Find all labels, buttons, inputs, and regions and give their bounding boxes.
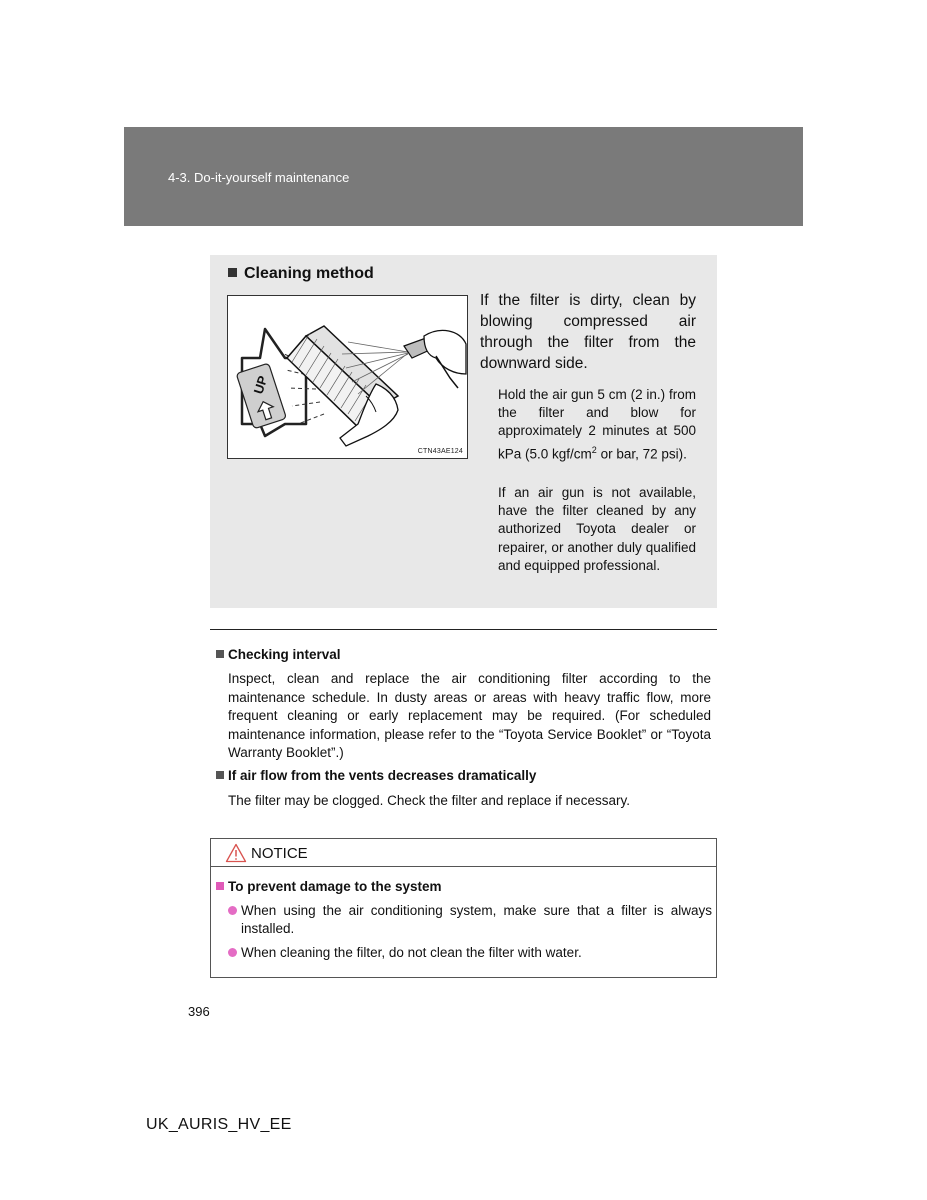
- air-flow-title: If air flow from the vents decreases dramatically: [228, 768, 537, 783]
- square-bullet-icon: [216, 771, 224, 779]
- section-header-band: [124, 127, 803, 226]
- cleaning-method-box: [210, 255, 717, 608]
- air-gun-instructions: [498, 386, 696, 463]
- notice-bullet-text: When using the air conditioning system, make sure that a filter is always installed.: [241, 903, 712, 937]
- notice-bullet: [228, 944, 712, 962]
- document-code: UK_AURIS_HV_EE: [146, 1116, 292, 1133]
- notice-subheading-text: To prevent damage to the system: [228, 879, 442, 894]
- filter-cleaning-illustration: [227, 295, 468, 459]
- superscript-two: 2: [591, 444, 597, 455]
- square-bullet-icon: [228, 268, 237, 277]
- warning-triangle-icon: [225, 843, 247, 863]
- pink-dot-icon: [228, 906, 237, 915]
- section-title: 4-3. Do-it-yourself maintenance: [168, 170, 350, 185]
- checking-interval-title: Checking interval: [228, 647, 341, 662]
- checking-interval-heading: [216, 647, 341, 662]
- cleaning-lead-text: If the filter is dirty, clean by blowing compressed air through the filter from the downward side.: [480, 292, 696, 372]
- notice-box: [210, 838, 717, 978]
- cleaning-method-title: Cleaning method: [244, 265, 374, 282]
- notice-bullet-text: When cleaning the filter, do not clean the filter with water.: [241, 945, 582, 960]
- pink-dot-icon: [228, 948, 237, 957]
- checking-interval-body: Inspect, clean and replace the air conditioning filter according to the maintenance schedule. In dusty areas or areas with heavy traffic flow, more frequent cleaning or early replacement may be required. (For scheduled maintenance information, please refer to the “Toyota Service Booklet” or “Toyota Warranty Booklet”.): [228, 671, 711, 760]
- air-flow-heading: [216, 768, 536, 783]
- air-flow-body: The filter may be clogged. Check the filter and replace if necessary.: [228, 793, 630, 808]
- figure-code: CTN43AE124: [417, 448, 463, 455]
- notice-header: [211, 839, 716, 867]
- dealer-cleaning-note: If an air gun is not available, have the filter cleaned by any authorized Toyota dealer or repairer, or another duly qualified and equipped professional.: [498, 485, 696, 573]
- notice-subheading: [216, 879, 442, 894]
- square-bullet-icon: [216, 650, 224, 658]
- air-gun-filter-drawing: [228, 296, 468, 459]
- air-gun-instructions-part-2: or bar, 72 psi).: [596, 446, 687, 462]
- notice-bullet: [228, 902, 712, 939]
- page-number: 396: [188, 1004, 210, 1019]
- notice-label: NOTICE: [251, 845, 308, 862]
- section-divider: [210, 629, 717, 630]
- cleaning-method-heading: [228, 265, 374, 283]
- up-label: UP: [250, 373, 271, 396]
- air-gun-instructions-part-1: Hold the air gun 5 cm (2 in.) from the filter and blow for approximately 2 minutes at 500 kPa (5.0 kgf/cm: [498, 387, 696, 462]
- pink-square-bullet-icon: [216, 882, 224, 890]
